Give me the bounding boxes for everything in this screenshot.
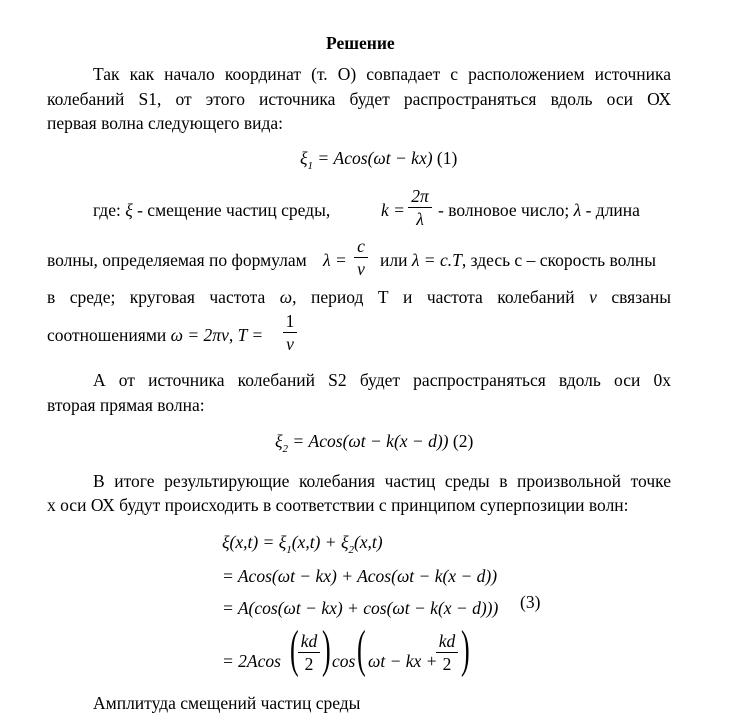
eq3-row-1 (222, 532, 383, 556)
eq3-r4-paren-1-close: ) (322, 620, 331, 678)
paragraph-2-line-1: А от источника колебаний S2 будет распространяться вдоль оси 0х (93, 370, 671, 390)
rel-text-1: соотношениями (47, 325, 167, 345)
rel-omega-eq: ω = 2πν (170, 325, 229, 345)
where-tail (438, 200, 640, 221)
last-line: Амплитуда смещений частиц среды (93, 693, 361, 713)
eq3-r4-den-1: 2 (304, 654, 314, 674)
lambda-fraction (354, 236, 368, 279)
paragraph-1-line-3: первая волна следующего вида: (47, 113, 284, 133)
where-xi: ξ (125, 200, 133, 220)
lambda-eq-2: λ = c.T (411, 250, 462, 270)
rel-line (47, 325, 263, 346)
circ-text-3: связаны (611, 287, 672, 307)
eq3-r4-paren-1-open: ( (290, 620, 299, 678)
t-bar (283, 332, 297, 333)
eq1-sub: 1 (307, 160, 313, 172)
eq3-label: (3) (520, 592, 541, 612)
eq2-sub: 2 (282, 443, 288, 455)
circ-line (47, 287, 671, 308)
eq3-r4-paren-2-open: ( (357, 620, 366, 678)
rel-comma: , (228, 325, 234, 345)
k-eq: k = (381, 200, 405, 220)
eq3-r4-den-2: 2 (442, 654, 452, 674)
t-den: ν (286, 334, 294, 354)
eq3-row-2: = Acos(ωt − kx) + Acos(ωt − k(x − d)) (222, 566, 498, 586)
where-text-2: - смещение частиц среды, (137, 200, 331, 220)
eq3-r4-paren-2-close: ) (461, 620, 470, 678)
eq2-label: (2) (452, 431, 474, 451)
eq2-lhs: ξ (275, 431, 283, 451)
paragraph-3-line-1: В итоге результирующие колебания частиц среды в произвольной точке (93, 471, 671, 491)
eq1-body: = Acos(ωt − kx) (317, 148, 433, 168)
eq3-r1-mid: (x,t) + ξ (291, 532, 349, 552)
where-text-4: - длина (585, 200, 640, 220)
eq1-lhs: ξ (300, 148, 308, 168)
eq3-r4-b: cos (332, 651, 356, 671)
circ-omega: ω (279, 287, 293, 307)
where-lambda: λ (573, 200, 582, 220)
circ-nu: ν (589, 287, 597, 307)
eq3-r4-a: = 2Acos (222, 651, 281, 671)
circ-text-2: , период Т и частота колебаний (292, 287, 575, 307)
where-text-3: - волновое число; (438, 200, 570, 220)
eq3-r4-fraction-1 (298, 631, 320, 674)
k-den: λ (416, 209, 424, 229)
wave-text-3: , здесь с – скорость волны (461, 250, 657, 270)
paragraph-3-line-2: х оси ОХ будут происходить в соответствии с принципом суперпозиции волн: (47, 495, 629, 515)
eq3-r4-bar-1 (298, 652, 320, 653)
eq3-r4-fraction-2 (436, 631, 458, 674)
where-text-1: где: (93, 200, 121, 220)
where-line (93, 200, 330, 221)
k-num: 2π (411, 186, 429, 206)
eq3-r1-sub1: 1 (286, 544, 292, 556)
eq3-row-3: = A(cos(ωt − kx) + cos(ωt − k(x − d))) (222, 598, 499, 618)
equation-1 (300, 148, 458, 172)
eq3-r4-bar-2 (436, 652, 458, 653)
wave-tail (380, 250, 656, 271)
k-bar (408, 207, 432, 208)
eq3-r4-c: ωt − kx + (368, 651, 438, 671)
heading: Решение (326, 33, 395, 53)
paragraph-1-line-1: Так как начало координат (т. О) совпадает с расположением источника (93, 64, 671, 84)
k-fraction (408, 186, 432, 229)
t-fraction (283, 311, 297, 354)
eq2-body: = Acos(ωt − k(x − d)) (292, 431, 449, 451)
rel-t-eq: T = (237, 325, 264, 345)
lambda-den: ν (357, 259, 365, 279)
paragraph-2-line-2: вторая прямая волна: (47, 395, 205, 415)
eq3-r4-num-1: kd (300, 631, 318, 651)
eq1-label: (1) (436, 148, 458, 168)
lambda-eq: λ = (323, 250, 347, 270)
t-num: 1 (285, 311, 295, 331)
eq3-r4-num-2: kd (438, 631, 456, 651)
lambda-bar (354, 257, 368, 258)
wave-text-2: или (380, 250, 408, 270)
eq3-r1-lhs: ξ(x,t) = ξ (222, 532, 287, 552)
lambda-num: c (357, 236, 365, 256)
eq3-r1-sub2: 2 (348, 544, 354, 556)
eq3-r1-end: (x,t) (353, 532, 383, 552)
paragraph-1-line-2: колебаний S1, от этого источника будет распространяться вдоль оси ОХ (47, 89, 671, 109)
circ-text-1: в среде; круговая частота (47, 287, 266, 307)
wave-text-1: волны, определяемая по формулам (47, 250, 307, 270)
equation-2 (275, 431, 474, 455)
